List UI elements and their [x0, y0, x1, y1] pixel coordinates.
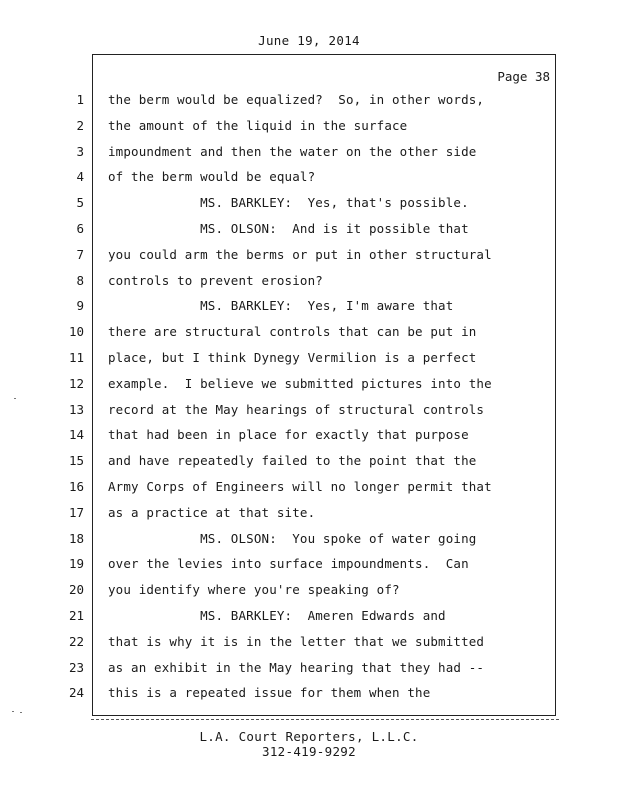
line-text: MS. BARKLEY: Yes, that's possible.	[108, 195, 469, 211]
line-number: 12	[68, 375, 84, 391]
transcript-line	[0, 556, 618, 582]
line-text: you identify where you're speaking of?	[108, 582, 400, 598]
transcript-line	[0, 531, 618, 557]
transcript-line	[0, 376, 618, 402]
transcript-line	[0, 298, 618, 324]
line-text: MS. BARKLEY: Yes, I'm aware that	[108, 298, 454, 314]
line-text: example. I believe we submitted pictures into the	[108, 375, 492, 391]
line-text: as an exhibit in the May hearing that they had --	[108, 659, 485, 675]
line-text: the berm would be equalized? So, in other words,	[108, 92, 485, 107]
line-text: of the berm would be equal?	[108, 169, 316, 185]
line-text: this is a repeated issue for them when the	[108, 685, 431, 701]
line-number: 15	[68, 453, 84, 469]
line-text: the amount of the liquid in the surface	[108, 117, 408, 133]
transcript-line	[0, 479, 618, 505]
line-number: 14	[68, 427, 84, 443]
scan-speck	[20, 712, 22, 713]
line-text: as a practice at that site.	[108, 504, 316, 520]
line-text: there are structural controls that can be put in	[108, 324, 477, 340]
transcript-line	[0, 660, 618, 686]
line-number: 4	[76, 169, 84, 185]
transcript-line	[0, 195, 618, 221]
line-number: 7	[76, 246, 84, 262]
line-number: 19	[68, 556, 84, 572]
line-number: 16	[68, 479, 84, 494]
transcript-line	[0, 118, 618, 144]
line-number: 22	[68, 633, 84, 649]
transcript-line	[0, 505, 618, 531]
line-text: controls to prevent erosion?	[108, 272, 323, 288]
transcript-line	[0, 582, 618, 608]
transcript-line	[0, 634, 618, 660]
transcript-line	[0, 685, 618, 711]
line-number: 2	[76, 117, 84, 133]
line-text: MS. OLSON: And is it possible that	[108, 221, 469, 236]
line-text: Army Corps of Engineers will no longer permit that	[108, 479, 492, 494]
line-text: that had been in place for exactly that purpose	[108, 427, 469, 443]
line-number: 6	[76, 221, 84, 236]
line-text: over the levies into surface impoundments. Can	[108, 556, 469, 572]
transcript-line	[0, 324, 618, 350]
line-text: place, but I think Dynegy Vermilion is a perfect	[108, 350, 477, 365]
page-number: Page 38	[497, 69, 550, 84]
line-number: 17	[68, 504, 84, 520]
scan-speck	[12, 711, 14, 712]
line-text: record at the May hearings of structural controls	[108, 401, 485, 417]
line-text: MS. BARKLEY: Ameren Edwards and	[108, 608, 446, 623]
line-number: 5	[76, 195, 84, 211]
scan-speck	[14, 398, 16, 399]
transcript-date: June 19, 2014	[258, 33, 360, 48]
transcript-line	[0, 427, 618, 453]
transcript-line	[0, 608, 618, 634]
line-number: 23	[68, 659, 84, 675]
line-number: 10	[68, 324, 84, 340]
court-reporter-phone: 312-419-9292	[262, 744, 356, 759]
line-number: 11	[68, 350, 84, 365]
line-number: 24	[68, 685, 84, 701]
transcript-line	[0, 221, 618, 247]
transcript-line	[0, 350, 618, 376]
line-number: 20	[68, 582, 84, 598]
line-number: 18	[68, 530, 84, 546]
transcript-line	[0, 92, 618, 118]
line-number: 8	[76, 272, 84, 288]
transcript-line	[0, 453, 618, 479]
transcript-line	[0, 247, 618, 273]
transcript-line	[0, 273, 618, 299]
line-text: and have repeatedly failed to the point that the	[108, 453, 477, 469]
line-text: MS. OLSON: You spoke of water going	[108, 530, 477, 546]
line-text: impoundment and then the water on the other side	[108, 143, 477, 159]
line-number: 13	[68, 401, 84, 417]
line-text: that is why it is in the letter that we submitted	[108, 633, 485, 649]
court-reporter-name: L.A. Court Reporters, L.L.C.	[199, 729, 419, 744]
line-number: 21	[68, 608, 84, 623]
transcript-line	[0, 169, 618, 195]
line-number: 9	[76, 298, 84, 314]
transcript-line	[0, 144, 618, 170]
transcript-line	[0, 402, 618, 428]
line-number: 3	[76, 143, 84, 159]
line-text: you could arm the berms or put in other structural	[108, 246, 492, 262]
line-number: 1	[76, 92, 84, 107]
